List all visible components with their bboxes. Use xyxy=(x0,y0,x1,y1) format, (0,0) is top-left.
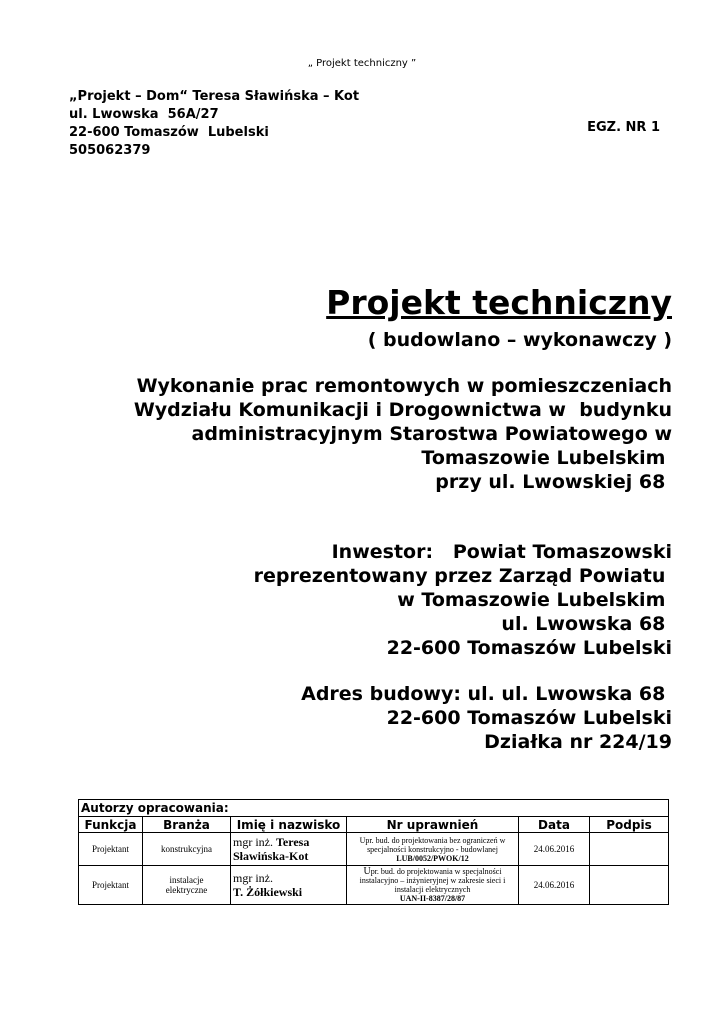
name-first: Teresa xyxy=(276,835,310,849)
document-title: Projekt techniczny xyxy=(326,283,672,322)
header-caption: „ Projekt techniczny ” xyxy=(307,58,417,69)
table-row xyxy=(79,833,669,866)
table-header-row xyxy=(79,817,669,833)
address-line: 22-600 Tomaszów Lubelski xyxy=(386,707,672,729)
branch-line: elektryczne xyxy=(165,885,208,895)
function-cell: Projektant xyxy=(79,833,143,866)
license-cell xyxy=(347,866,519,905)
company-name: „Projekt – Dom“ Teresa Sławińska – Kot xyxy=(69,89,360,104)
investor-block xyxy=(52,540,672,660)
table-row xyxy=(79,866,669,905)
branch-line: instalacje xyxy=(169,875,204,885)
construction-address-block xyxy=(52,682,672,754)
copy-number: EGZ. NR 1 xyxy=(587,120,660,135)
address-line: Działka nr 224/19 xyxy=(484,731,672,753)
description-line: Tomaszowie Lubelskim xyxy=(421,447,672,469)
column-header: Funkcja xyxy=(79,817,143,833)
column-header: Data xyxy=(519,817,590,833)
date-cell: 24.06.2016 xyxy=(519,866,590,905)
license-text: pr. bud. do projektowania w specjalności instalacyjno – inżynieryjnej w zakresie sieci i instalacji elektrycznych xyxy=(359,867,506,894)
date-cell: 24.06.2016 xyxy=(519,833,590,866)
company-city: 22-600 Tomaszów Lubelski xyxy=(69,125,269,140)
name-prefix: mgr inż. xyxy=(233,871,273,885)
column-header: Branża xyxy=(143,817,231,833)
license-text: Upr. bud. do projektowania bez ograniczeń w specjalności konstrukcyjno - budowlanej xyxy=(359,835,506,854)
signature-cell xyxy=(590,833,669,866)
name-last: T. Żółkiewski xyxy=(233,885,303,899)
license-cell xyxy=(347,833,519,866)
document-subtitle: ( budowlano – wykonawczy ) xyxy=(367,329,672,351)
name-cell xyxy=(231,866,347,905)
license-number: LUB/0052/PWOK/12 xyxy=(396,853,469,863)
investor-line: ul. Lwowska 68 xyxy=(501,613,672,635)
description-line: Wykonanie prac remontowych w pomieszczeniach xyxy=(136,375,672,397)
company-block xyxy=(69,88,359,160)
company-street: ul. Lwowska 56A/27 xyxy=(69,107,219,122)
company-phone: 505062379 xyxy=(69,143,151,158)
address-line: Adres budowy: ul. ul. Lwowska 68 xyxy=(301,683,672,705)
description-line: Wydziału Komunikacji i Drogownictwa w budynku xyxy=(133,399,672,421)
function-cell: Projektant xyxy=(79,866,143,905)
signature-cell xyxy=(590,866,669,905)
name-last: Sławińska-Kot xyxy=(233,849,309,863)
description-line: administracyjnym Starostwa Powiatowego w xyxy=(191,423,672,445)
name-prefix: mgr inż. xyxy=(233,835,276,849)
authors-caption: Autorzy opracowania: xyxy=(79,800,669,817)
branch-cell xyxy=(143,866,231,905)
column-header: Nr uprawnień xyxy=(347,817,519,833)
investor-line: w Tomaszowie Lubelskim xyxy=(397,589,672,611)
work-description xyxy=(52,374,672,494)
license-initial: U xyxy=(363,866,371,877)
investor-line: Inwestor: Powiat Tomaszowski xyxy=(331,541,672,563)
description-line: przy ul. Lwowskiej 68 xyxy=(435,471,672,493)
investor-line: 22-600 Tomaszów Lubelski xyxy=(386,637,672,659)
license-number: UAN-II-8387/28/87 xyxy=(399,894,466,903)
investor-line: reprezentowany przez Zarząd Powiatu xyxy=(253,565,672,587)
name-cell xyxy=(231,833,347,866)
branch-cell: konstrukcyjna xyxy=(143,833,231,866)
authors-table xyxy=(78,799,669,905)
column-header: Imię i nazwisko xyxy=(231,817,347,833)
column-header: Podpis xyxy=(590,817,669,833)
